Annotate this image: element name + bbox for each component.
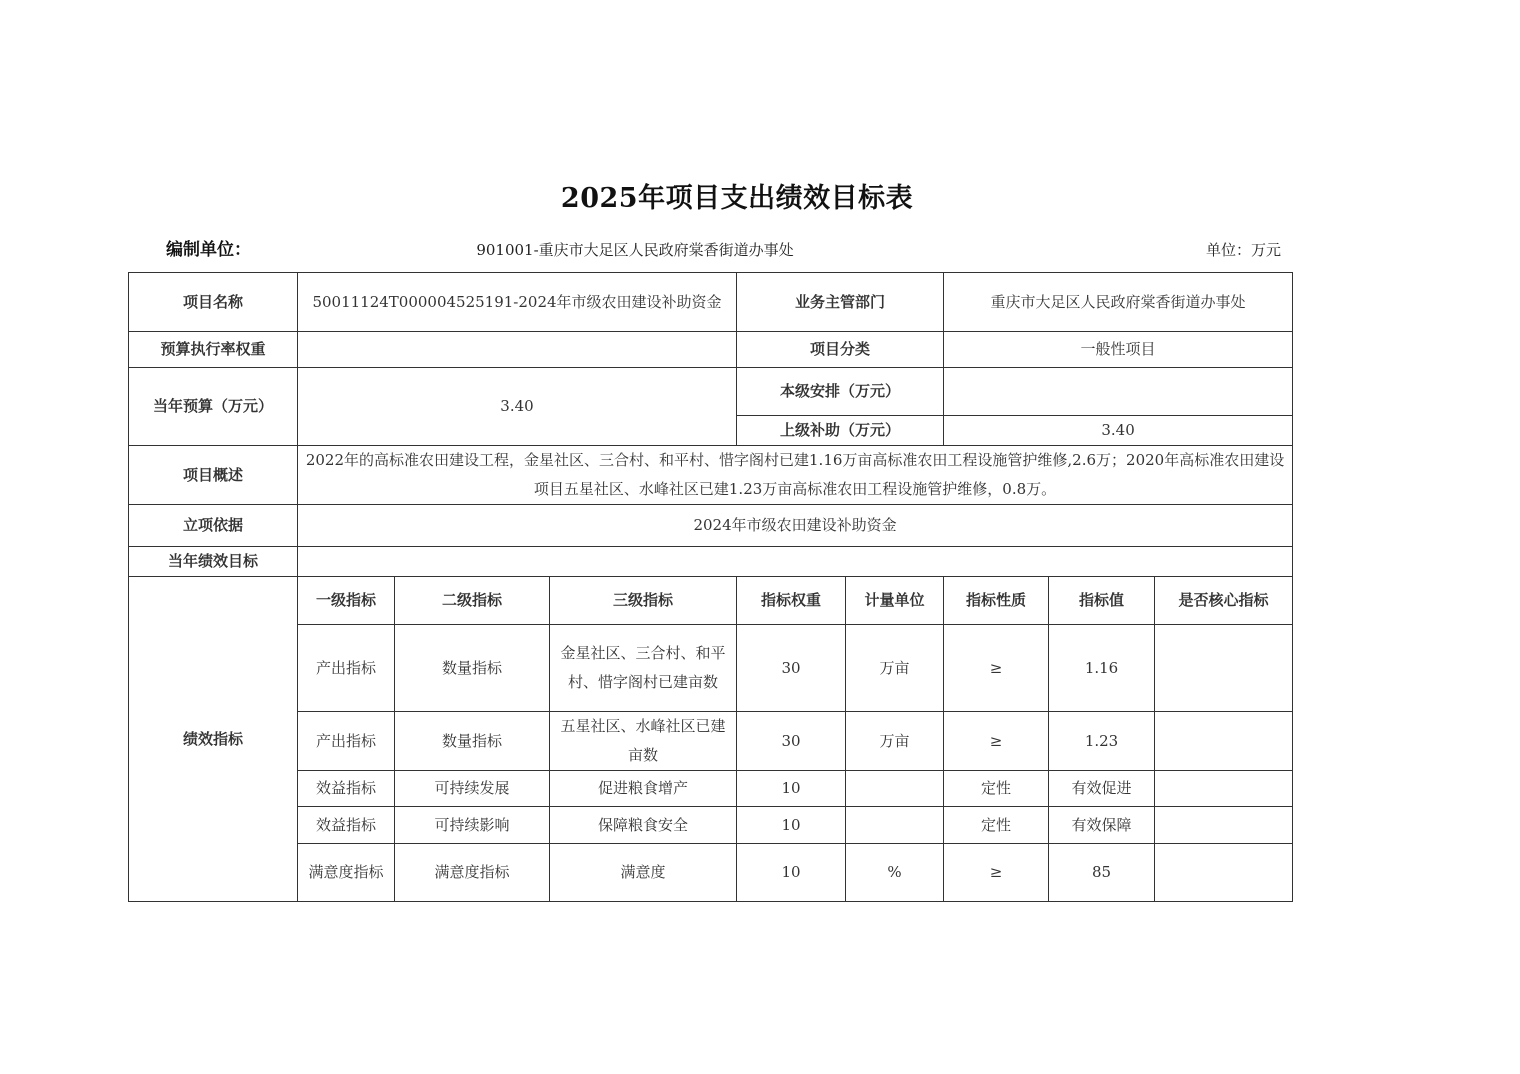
indicator-weight: 10 (737, 844, 846, 902)
performance-target-table (128, 272, 1293, 902)
indicator-row (129, 807, 1293, 844)
indicator-nature: ≥ (944, 625, 1049, 712)
indicator-level3: 金星社区、三合村、和平村、惜字阁村已建亩数 (550, 625, 737, 712)
indicator-unit: % (846, 844, 944, 902)
indicator-level2: 可持续发展 (395, 771, 550, 807)
indicator-weight: 30 (737, 712, 846, 771)
header-level2: 二级指标 (395, 577, 550, 625)
project-category-value: 一般性项目 (944, 332, 1293, 368)
indicator-level2: 数量指标 (395, 625, 550, 712)
project-overview-value: 2022年的高标准农田建设工程，金星社区、三合村、和平村、惜字阁村已建1.16万亩高标准农田工程设施管护维修,2.6万；2020年高标准农田建设项目五星社区、水峰社区已建1.23万亩高标准农田工程设施管护维修，0.8万。 (298, 446, 1293, 505)
upper-subsidy-label: 上级补助（万元） (737, 416, 944, 446)
indicator-weight: 10 (737, 771, 846, 807)
indicator-value: 有效促进 (1049, 771, 1155, 807)
currency-unit: 单位：万元 (1205, 241, 1281, 259)
page-title: 2025年项目支出绩效目标表 (560, 183, 914, 214)
indicator-nature: ≥ (944, 844, 1049, 902)
indicator-nature: 定性 (944, 771, 1049, 807)
indicator-level3: 保障粮食安全 (550, 807, 737, 844)
project-basis-value: 2024年市级农田建设补助资金 (298, 505, 1293, 547)
indicator-value: 1.16 (1049, 625, 1155, 712)
header-level1: 一级指标 (298, 577, 395, 625)
project-category-label: 项目分类 (737, 332, 944, 368)
annual-goal-value (298, 547, 1293, 577)
department-label: 业务主管部门 (737, 273, 944, 332)
indicator-value: 1.23 (1049, 712, 1155, 771)
indicator-level3: 满意度 (550, 844, 737, 902)
indicator-core (1155, 625, 1293, 712)
local-arrangement-value (944, 368, 1293, 416)
indicator-level1: 效益指标 (298, 807, 395, 844)
indicators-label: 绩效指标 (129, 577, 298, 902)
indicator-unit (846, 807, 944, 844)
indicator-level1: 满意度指标 (298, 844, 395, 902)
indicator-core (1155, 712, 1293, 771)
annual-budget-value: 3.40 (298, 368, 737, 446)
department-value: 重庆市大足区人民政府棠香街道办事处 (944, 273, 1293, 332)
indicator-level1: 效益指标 (298, 771, 395, 807)
indicator-row (129, 625, 1293, 712)
header-level3: 三级指标 (550, 577, 737, 625)
indicator-nature: 定性 (944, 807, 1049, 844)
indicator-row (129, 771, 1293, 807)
indicator-core (1155, 844, 1293, 902)
project-overview-label: 项目概述 (129, 446, 298, 505)
header-nature: 指标性质 (944, 577, 1049, 625)
annual-goal-label: 当年绩效目标 (129, 547, 298, 577)
indicator-value: 有效保障 (1049, 807, 1155, 844)
indicator-unit: 万亩 (846, 712, 944, 771)
indicator-core (1155, 771, 1293, 807)
indicator-weight: 10 (737, 807, 846, 844)
upper-subsidy-value: 3.40 (944, 416, 1293, 446)
indicator-level3: 五星社区、水峰社区已建亩数 (550, 712, 737, 771)
project-name-label: 项目名称 (129, 273, 298, 332)
local-arrangement-label: 本级安排（万元） (737, 368, 944, 416)
indicator-unit: 万亩 (846, 625, 944, 712)
indicator-weight: 30 (737, 625, 846, 712)
indicator-level2: 数量指标 (395, 712, 550, 771)
indicator-level2: 可持续影响 (395, 807, 550, 844)
project-basis-label: 立项依据 (129, 505, 298, 547)
indicator-level1: 产出指标 (298, 712, 395, 771)
unit-name: 901001-重庆市大足区人民政府棠香街道办事处 (476, 241, 794, 259)
header-value: 指标值 (1049, 577, 1155, 625)
indicator-value: 85 (1049, 844, 1155, 902)
indicator-nature: ≥ (944, 712, 1049, 771)
unit-label: 编制单位： (166, 240, 251, 260)
budget-weight-label: 预算执行率权重 (129, 332, 298, 368)
indicator-unit (846, 771, 944, 807)
project-name-value: 50011124T000004525191-2024年市级农田建设补助资金 (298, 273, 737, 332)
annual-budget-label: 当年预算（万元） (129, 368, 298, 446)
indicator-core (1155, 807, 1293, 844)
header-unit: 计量单位 (846, 577, 944, 625)
indicator-level3: 促进粮食增产 (550, 771, 737, 807)
indicator-row (129, 712, 1293, 771)
header-weight: 指标权重 (737, 577, 846, 625)
indicator-level1: 产出指标 (298, 625, 395, 712)
indicator-row (129, 844, 1293, 902)
header-core: 是否核心指标 (1155, 577, 1293, 625)
indicator-level2: 满意度指标 (395, 844, 550, 902)
budget-weight-value (298, 332, 737, 368)
